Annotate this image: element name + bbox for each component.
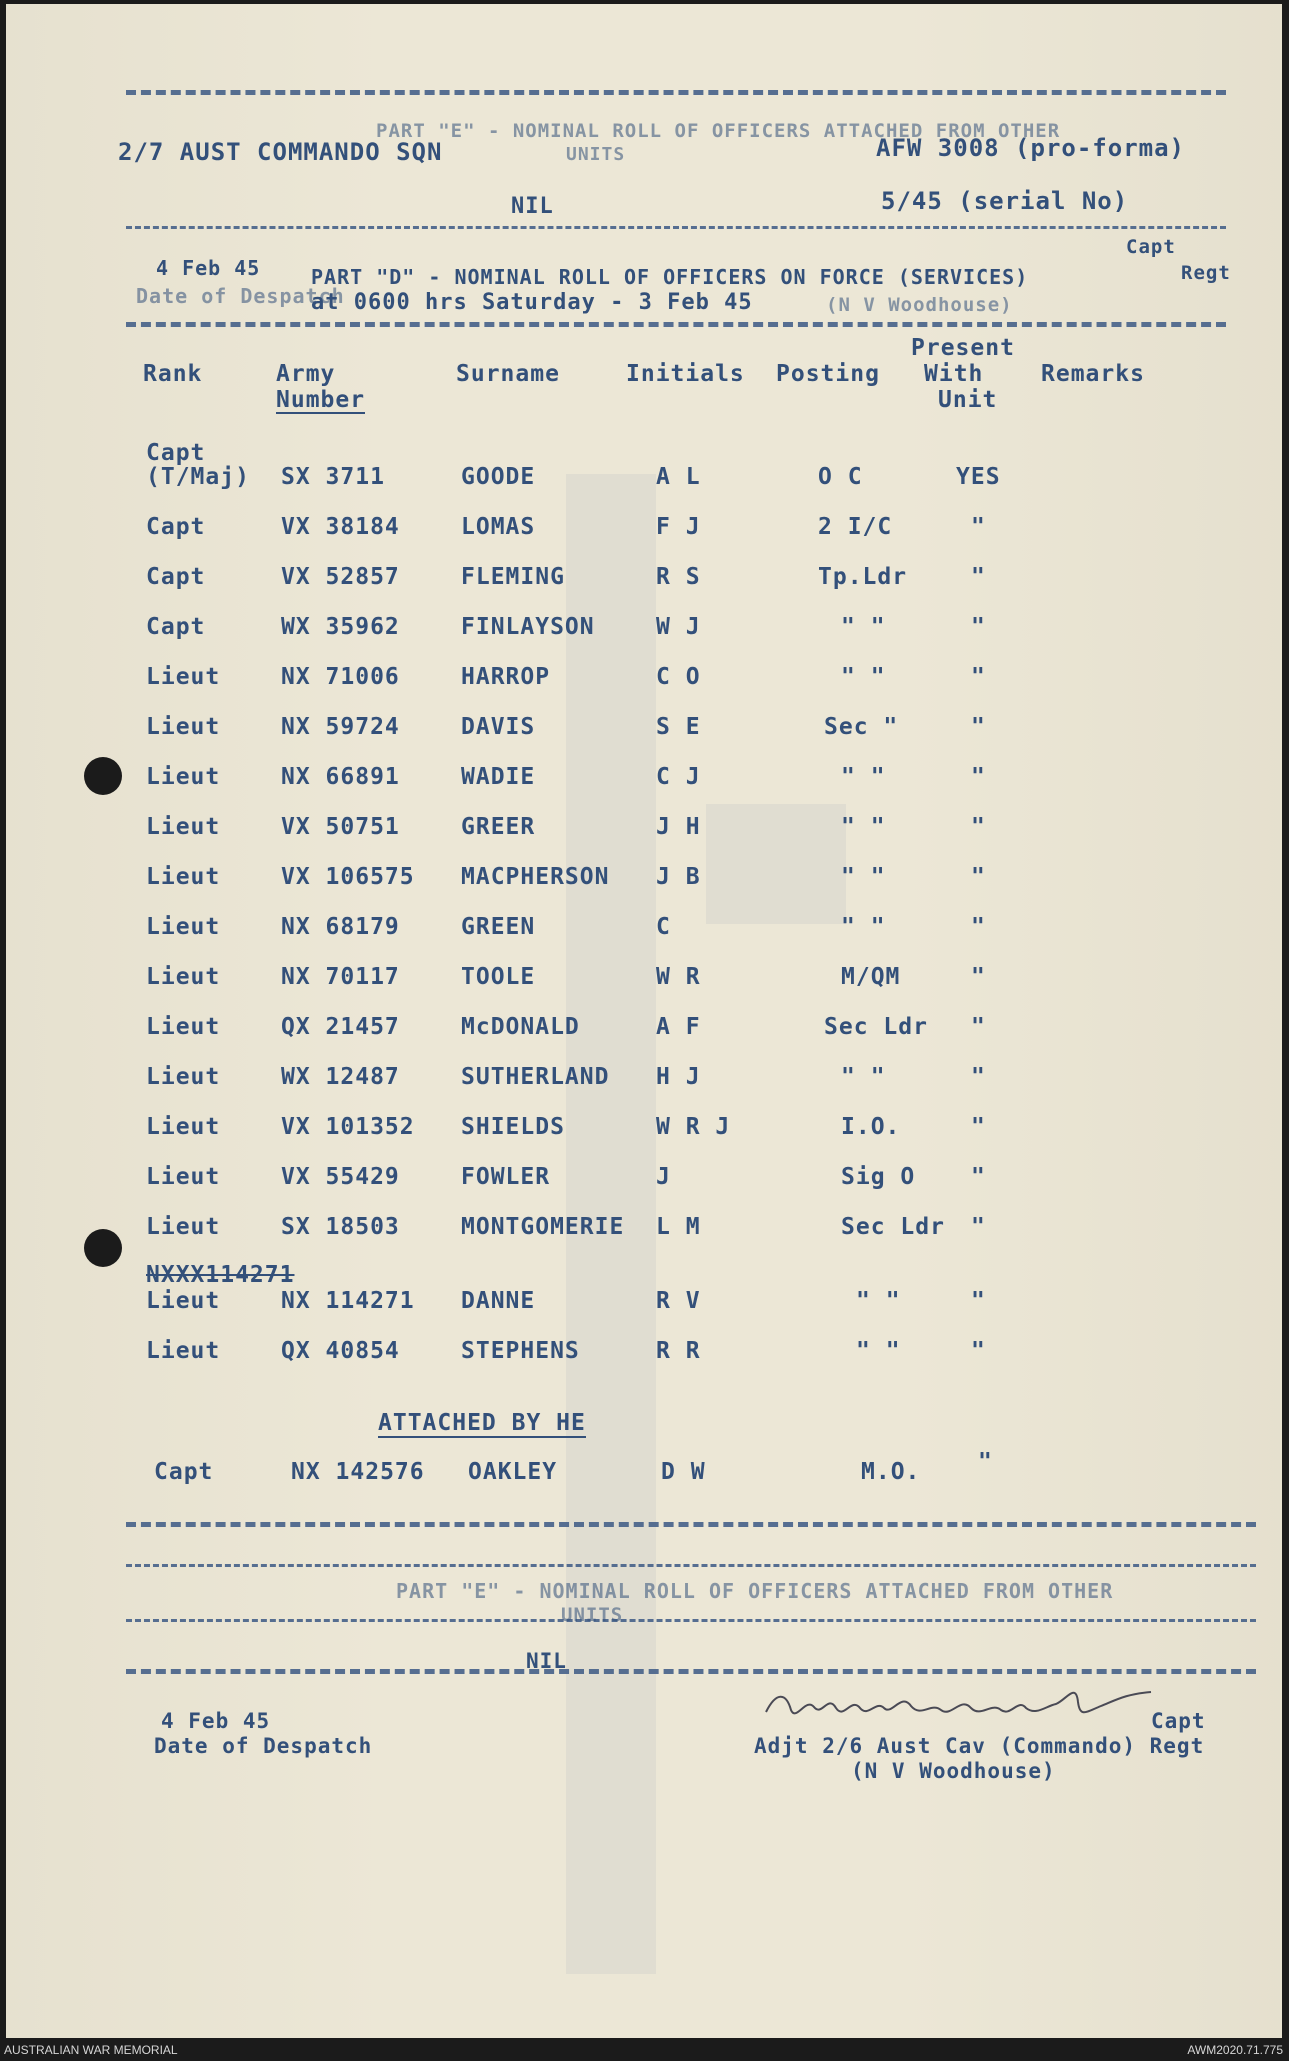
row-number: VX 38184 [281, 514, 400, 540]
date-of-despatch-overlap: Date of Despatch [136, 284, 345, 308]
row-posting: " " [841, 764, 886, 790]
row-number: VX 101352 [281, 1114, 415, 1140]
row-initials: W R [656, 964, 701, 990]
row-surname: FLEMING [461, 564, 565, 590]
row-present: " [971, 514, 986, 540]
row-present: " [971, 1288, 986, 1314]
part-e-nil: NIL [526, 1649, 567, 1673]
row-initials: J [656, 1164, 671, 1190]
row-number: NX 68179 [281, 914, 400, 940]
col-initials: Initials [626, 361, 745, 387]
row-rank: Lieut [146, 764, 221, 790]
row-present: " [971, 564, 986, 590]
punch-hole [84, 757, 122, 795]
row-surname: LOMAS [461, 514, 536, 540]
date-overlap: 4 Feb 45 [156, 256, 261, 280]
regt-overlap: Regt [1181, 262, 1231, 284]
col-unit: Unit [938, 387, 998, 413]
row-rank: Lieut [146, 714, 221, 740]
row-surname: FOWLER [461, 1164, 551, 1190]
row-number: NX 142576 [291, 1459, 425, 1485]
row-present: " [971, 864, 986, 890]
row-initials: R S [656, 564, 701, 590]
row-initials: C O [656, 664, 701, 690]
attached-heading: ATTACHED BY HE [378, 1410, 586, 1436]
despatch-date: 4 Feb 45 [161, 1709, 271, 1733]
row-number: QX 40854 [281, 1338, 400, 1364]
header-rule [126, 226, 1226, 229]
row-rank: Lieut [146, 864, 221, 890]
row-initials: J H [656, 814, 701, 840]
col-with: With [924, 361, 984, 387]
document-page [6, 4, 1282, 2038]
row-posting: " " [841, 914, 886, 940]
row-surname: GREEN [461, 914, 536, 940]
row-posting: 2 I/C [818, 514, 893, 540]
row-present: " [971, 714, 986, 740]
row-rank: Lieut [146, 914, 221, 940]
row-present: " [971, 914, 986, 940]
col-surname: Surname [456, 361, 560, 387]
row-rank: Capt [146, 514, 206, 540]
part-e-rule [126, 1564, 1256, 1567]
row-initials: S E [656, 714, 701, 740]
row-rank: Lieut [146, 1288, 221, 1314]
row-posting: " " [841, 664, 886, 690]
row-initials: W R J [656, 1114, 731, 1140]
row-number: NX 70117 [281, 964, 400, 990]
row-initials: D W [661, 1459, 706, 1485]
col-remarks: Remarks [1041, 361, 1145, 387]
row-posting: I.O. [841, 1114, 901, 1140]
row-present: " [971, 1114, 986, 1140]
row-initials: A F [656, 1014, 701, 1040]
part-d-title: PART "D" - NOMINAL ROLL OF OFFICERS ON FORCE (SERVICES) [311, 265, 1029, 289]
row-surname: WADIE [461, 764, 536, 790]
row-surname: FINLAYSON [461, 614, 595, 640]
col-army: Army [276, 361, 336, 387]
part-d-time: at 0600 hrs Saturday - 3 Feb 45 [311, 290, 753, 315]
serial-number: 5/45 (serial No) [881, 187, 1129, 215]
row-present: " [971, 1338, 986, 1364]
row-surname: SHIELDS [461, 1114, 565, 1140]
row-present: YES [956, 464, 1001, 490]
row-rank: Capt [146, 614, 206, 640]
row-number: SX 3711 [281, 464, 385, 490]
row-number: QX 21457 [281, 1014, 400, 1040]
col-present: Present [911, 335, 1015, 361]
row-rank: Lieut [146, 1214, 221, 1240]
part-e-overlap-units: UNITS [566, 144, 626, 165]
col-rank: Rank [143, 361, 203, 387]
show-through-stain [706, 804, 846, 924]
signature-rank: Capt [1151, 1709, 1206, 1733]
row-present: " [971, 1214, 986, 1240]
row-surname: SUTHERLAND [461, 1064, 610, 1090]
row-rank-top: Capt [146, 440, 206, 466]
row-number: VX 52857 [281, 564, 400, 590]
row-posting: " " [856, 1288, 901, 1314]
row-initials: J B [656, 864, 701, 890]
row-posting: " " [841, 1064, 886, 1090]
footer-bar [0, 2040, 1289, 2061]
row-surname: MONTGOMERIE [461, 1214, 625, 1240]
row-number: SX 18503 [281, 1214, 400, 1240]
row-surname: DAVIS [461, 714, 536, 740]
row-posting: " " [841, 864, 886, 890]
row-initials: C J [656, 764, 701, 790]
row-number: VX 50751 [281, 814, 400, 840]
row-number: VX 106575 [281, 864, 415, 890]
row-surname: MACPHERSON [461, 864, 610, 890]
row-rank: Lieut [146, 1064, 221, 1090]
capt-overlap: Capt [1126, 236, 1176, 258]
row-number: NX 71006 [281, 664, 400, 690]
row-rank: Capt [146, 564, 206, 590]
row-posting: M/QM [841, 964, 901, 990]
row-posting: Tp.Ldr [818, 564, 908, 590]
woodhouse-overlap: (N V Woodhouse) [826, 294, 1013, 316]
handwritten-signature [756, 1672, 1156, 1732]
table-top-rule [126, 322, 1226, 327]
footer-left: AUSTRALIAN WAR MEMORIAL [4, 2043, 178, 2057]
row-number: WX 35962 [281, 614, 400, 640]
row-initials: R R [656, 1338, 701, 1364]
row-surname: TOOLE [461, 964, 536, 990]
part-e-units: UNITS [561, 1604, 624, 1626]
row-rank: Lieut [146, 1338, 221, 1364]
row-initials: W J [656, 614, 701, 640]
row-rank: Capt [154, 1459, 214, 1485]
row-posting: Sec " [824, 714, 899, 740]
row-surname: HARROP [461, 664, 551, 690]
row-initials: F J [656, 514, 701, 540]
signature-name: (N V Woodhouse) [851, 1759, 1056, 1783]
row-rank: Lieut [146, 814, 221, 840]
row-rank: Lieut [146, 1114, 221, 1140]
nil-overlap: NIL [511, 194, 554, 219]
row-posting: O C [818, 464, 863, 490]
row-posting: Sec Ldr [824, 1014, 928, 1040]
punch-hole [84, 1229, 122, 1267]
signature-appointment: Adjt 2/6 Aust Cav (Commando) Regt [754, 1734, 1205, 1758]
part-e-rule-2 [126, 1619, 1256, 1622]
part-e-title: PART "E" - NOMINAL ROLL OF OFFICERS ATTACHED FROM OTHER [396, 1579, 1114, 1603]
part-e-overlap-title: PART "E" - NOMINAL ROLL OF OFFICERS ATTACHED FROM OTHER [376, 120, 1061, 142]
row-present: " [971, 814, 986, 840]
row-posting: " " [856, 1338, 901, 1364]
row-surname: OAKLEY [468, 1459, 558, 1485]
row-initials: C [656, 914, 671, 940]
row-surname: GOODE [461, 464, 536, 490]
footer-right: AWM2020.71.775 [1187, 2043, 1283, 2057]
row-posting: Sig O [841, 1164, 916, 1190]
row-rank: Lieut [146, 1164, 221, 1190]
row-present: " [978, 1449, 993, 1475]
row-rank-struck: NXXX114271 [146, 1262, 295, 1288]
despatch-date-label: Date of Despatch [154, 1734, 373, 1758]
row-rank: Lieut [146, 664, 221, 690]
row-number: WX 12487 [281, 1064, 400, 1090]
row-surname: DANNE [461, 1288, 536, 1314]
row-surname: McDONALD [461, 1014, 580, 1040]
row-surname: STEPHENS [461, 1338, 580, 1364]
row-initials: H J [656, 1064, 701, 1090]
form-number: AFW 3008 (pro-forma) [876, 134, 1185, 162]
col-number: Number [276, 387, 366, 413]
row-rank: Lieut [146, 964, 221, 990]
row-number: NX 66891 [281, 764, 400, 790]
row-present: " [971, 1164, 986, 1190]
row-present: " [971, 614, 986, 640]
row-initials: L M [656, 1214, 701, 1240]
row-initials: A L [656, 464, 701, 490]
row-present: " [971, 764, 986, 790]
row-posting: M.O. [861, 1459, 921, 1485]
top-rule [126, 90, 1226, 95]
row-present: " [971, 1064, 986, 1090]
unit-name: 2/7 AUST COMMANDO SQN [118, 138, 443, 166]
row-rank: Lieut [146, 1014, 221, 1040]
row-rank: (T/Maj) [146, 464, 250, 490]
row-number: NX 114271 [281, 1288, 415, 1314]
row-present: " [971, 1014, 986, 1040]
row-posting: " " [841, 814, 886, 840]
col-posting: Posting [776, 361, 880, 387]
row-initials: R V [656, 1288, 701, 1314]
row-number: NX 59724 [281, 714, 400, 740]
row-surname: GREER [461, 814, 536, 840]
row-posting: Sec Ldr [841, 1214, 945, 1240]
row-present: " [971, 664, 986, 690]
table-bottom-rule [126, 1522, 1256, 1527]
row-present: " [971, 964, 986, 990]
row-posting: " " [841, 614, 886, 640]
row-number: VX 55429 [281, 1164, 400, 1190]
